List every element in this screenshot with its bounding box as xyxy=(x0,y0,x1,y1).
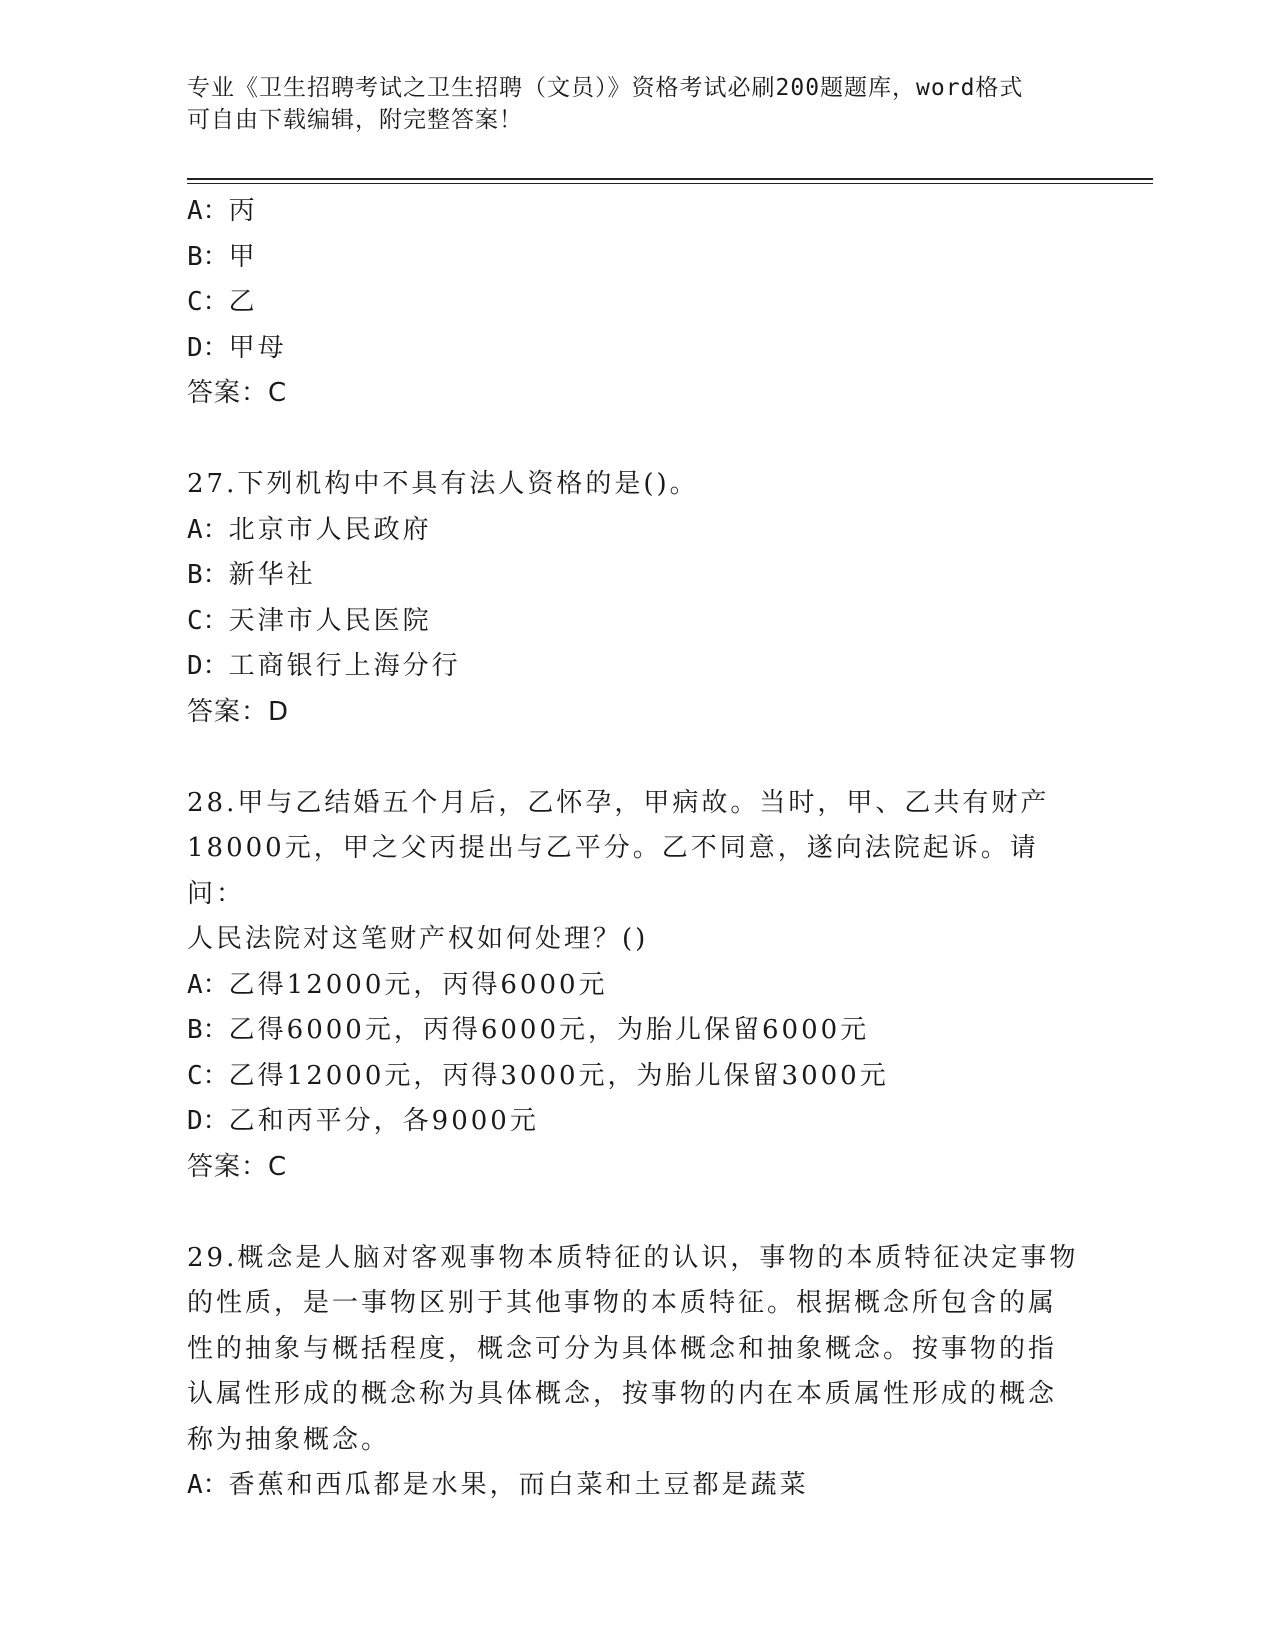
option-b: B：甲 xyxy=(187,241,258,272)
document-body xyxy=(187,189,1087,1509)
option-c: C：乙得12000元，丙得3000元，为胎儿保留3000元 xyxy=(187,1060,889,1091)
document-header xyxy=(187,72,1067,136)
question-stem: 27.下列机构中不具有法人资格的是()。 xyxy=(187,469,699,499)
option-c: C：乙 xyxy=(187,287,258,317)
question-27 xyxy=(187,462,1087,735)
header-line-1: 专业《卫生招聘考试之卫生招聘（文员）》资格考试必刷200题题库，word格式 xyxy=(187,75,1024,101)
option-b: B：乙得6000元，丙得6000元，为胎儿保留6000元 xyxy=(187,1015,870,1045)
option-d: D：工商银行上海分行 xyxy=(187,651,461,681)
question-29 xyxy=(187,1236,1087,1509)
option-a: A：香蕉和西瓜都是水果，而白菜和土豆都是蔬菜 xyxy=(187,1470,809,1500)
option-a: A：乙得12000元，丙得6000元 xyxy=(187,969,608,1000)
question-stem: 29.概念是人脑对客观事物本质特征的认识，事物的本质特征决定事物 的性质，是一事物区别于其他事物的本质特征。根据概念所包含的属 性的抽象与概括程度，概念可分为具体概念和抽象概念。按事物的指 认属性形成的概念称为具体概念，按事物的内在本质属性形成的概念 称为抽象概念。 xyxy=(187,1242,1079,1455)
question-26 xyxy=(187,189,1087,417)
header-rule-thin xyxy=(187,183,1153,184)
answer: 答案：D xyxy=(187,696,290,727)
header-rule-thick xyxy=(187,178,1153,180)
option-d: D：乙和丙平分，各9000元 xyxy=(187,1106,539,1136)
answer: 答案：C xyxy=(187,378,288,408)
option-c: C：天津市人民医院 xyxy=(187,605,432,636)
answer: 答案：C xyxy=(187,1151,288,1182)
question-stem: 28.甲与乙结婚五个月后，乙怀孕，甲病故。当时，甲、乙共有财产 18000元，甲之父丙提出与乙平分。乙不同意，遂向法院起诉。请问： 人民法院对这笔财产权如何处理？() xyxy=(187,787,1050,954)
question-28 xyxy=(187,781,1087,1191)
option-a: A：北京市人民政府 xyxy=(187,514,432,545)
option-a: A：丙 xyxy=(187,196,258,226)
option-d: D：甲母 xyxy=(187,332,287,363)
header-line-2: 可自由下载编辑，附完整答案！ xyxy=(187,107,523,133)
option-b: B：新华社 xyxy=(187,560,316,590)
